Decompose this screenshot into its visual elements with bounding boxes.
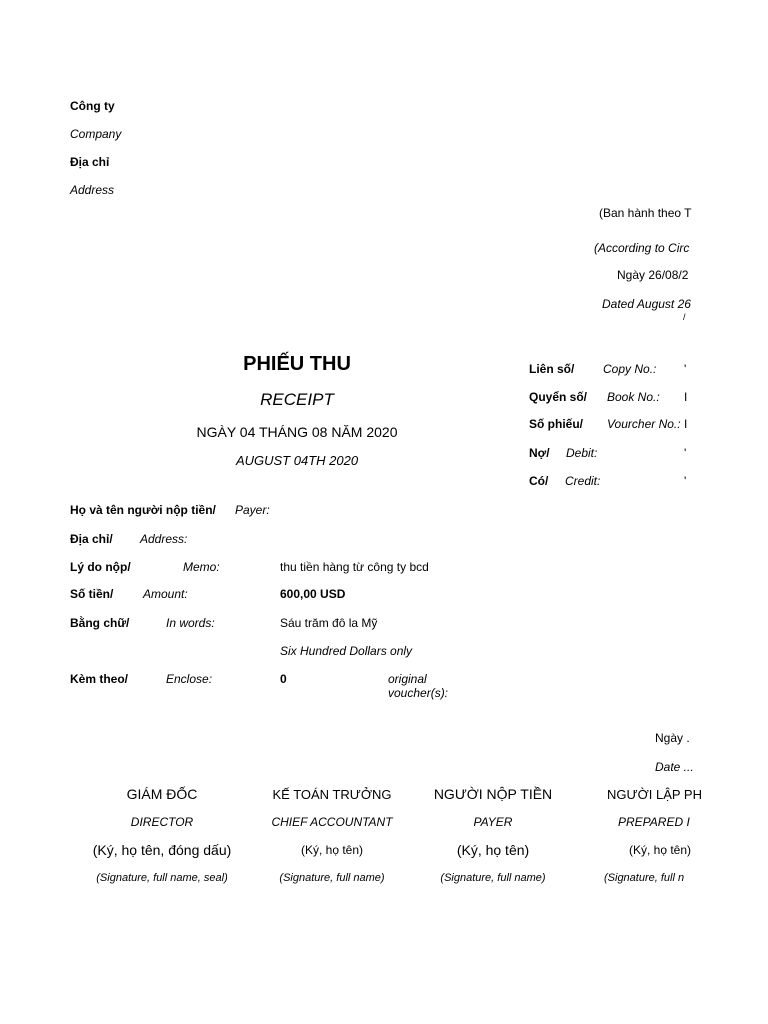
payer-address-label-en: Address: [140, 532, 188, 546]
in-words-value-en: Six Hundred Dollars only [280, 644, 413, 658]
in-words-value-vn: Sáu trăm đô la Mỹ [280, 616, 378, 630]
debit-value: ' [684, 446, 687, 460]
signature-note-vn-director: (Ký, họ tên, đóng dấu) [92, 842, 232, 858]
book-no-value: I [684, 390, 688, 404]
regulation-line-2: (According to Circ [594, 241, 690, 255]
voucher-no-label-en: Vourcher No.: [607, 417, 681, 431]
credit-label-vn: Có/ [529, 474, 549, 488]
memo-label-vn: Lý do nộp/ [70, 560, 131, 574]
receipt-date-en: AUGUST 04TH 2020 [235, 453, 359, 468]
signature-note-en-payer: (Signature, full name) [440, 872, 546, 884]
signature-title-chief-accountant: KẾ TOÁN TRƯỞNG [272, 787, 392, 802]
company-label-vn: Công ty [70, 99, 115, 113]
book-no-label-vn: Quyển số/ [529, 390, 588, 404]
signature-note-en-chief-accountant: (Signature, full name) [279, 872, 385, 884]
amount-label-vn: Số tiền/ [70, 587, 114, 601]
payer-label-en: Payer: [235, 503, 270, 517]
signature-note-vn-payer: (Ký, họ tên) [456, 842, 530, 858]
signature-note-en-preparer: (Signature, full n [604, 872, 685, 884]
in-words-label-vn: Bằng chữ/ [70, 616, 130, 630]
signature-role-preparer: PREPARED I [618, 815, 690, 829]
regulation-line-1: (Ban hành theo T [599, 206, 692, 220]
debit-label-en: Debit: [566, 446, 598, 460]
enclose-label-vn: Kèm theo/ [70, 672, 129, 686]
copy-no-value: ' [684, 362, 687, 376]
copy-no-label-en: Copy No.: [603, 362, 657, 376]
address-label-en: Address [70, 183, 115, 197]
signature-title-director: GIÁM ĐỐC [126, 786, 198, 802]
signature-role-payer: PAYER [473, 815, 513, 829]
credit-label-en: Credit: [565, 474, 601, 488]
signature-note-en-director: (Signature, full name, seal) [96, 872, 228, 884]
regulation-line-4: Dated August 26 [602, 297, 691, 311]
book-no-label-en: Book No.: [607, 390, 660, 404]
signature-role-chief-accountant: CHIEF ACCOUNTANT [271, 815, 393, 829]
amount-label-en: Amount: [143, 587, 188, 601]
receipt-date-vn: NGÀY 04 THÁNG 08 NĂM 2020 [196, 424, 398, 440]
debit-label-vn: Nợ/ [529, 446, 550, 460]
payer-label-vn: Họ và tên người nộp tiền/ [70, 503, 216, 517]
amount-value: 600,00 USD [280, 587, 346, 601]
company-label-en: Company [70, 127, 122, 141]
memo-label-en: Memo: [183, 560, 220, 574]
regulation-line-3: Ngày 26/08/2 [617, 268, 689, 282]
signature-note-vn-preparer: (Ký, họ tên) [629, 843, 692, 857]
memo-value: thu tiền hàng từ công ty bcd [280, 560, 429, 574]
enclose-suffix-line-2: voucher(s): [388, 686, 449, 700]
payer-address-label-vn: Địa chỉ/ [70, 532, 113, 546]
copy-no-label-vn: Liên số/ [529, 362, 575, 376]
signature-note-vn-chief-accountant: (Ký, họ tên) [300, 843, 364, 857]
signature-title-preparer: NGƯỜI LẬP PH [607, 787, 702, 802]
in-words-label-en: In words: [166, 616, 215, 630]
voucher-no-label-vn: Số phiếu/ [529, 417, 583, 431]
enclose-value: 0 [280, 672, 287, 686]
signature-role-director: DIRECTOR [130, 815, 194, 829]
enclose-suffix-line-1: original [388, 672, 427, 686]
receipt-title-en: RECEIPT [260, 390, 334, 409]
sign-date-en: Date ... [655, 760, 694, 774]
address-label-vn: Địa chỉ [70, 155, 110, 169]
regulation-line-5: / [683, 312, 686, 322]
receipt-title-vn: PHIẾU THU [243, 353, 351, 375]
voucher-no-value: I [684, 417, 688, 431]
signature-title-payer: NGƯỜI NỘP TIỀN [433, 786, 553, 802]
sign-date-vn: Ngày . [655, 731, 690, 745]
credit-value: ' [684, 474, 687, 488]
enclose-label-en: Enclose: [166, 672, 213, 686]
